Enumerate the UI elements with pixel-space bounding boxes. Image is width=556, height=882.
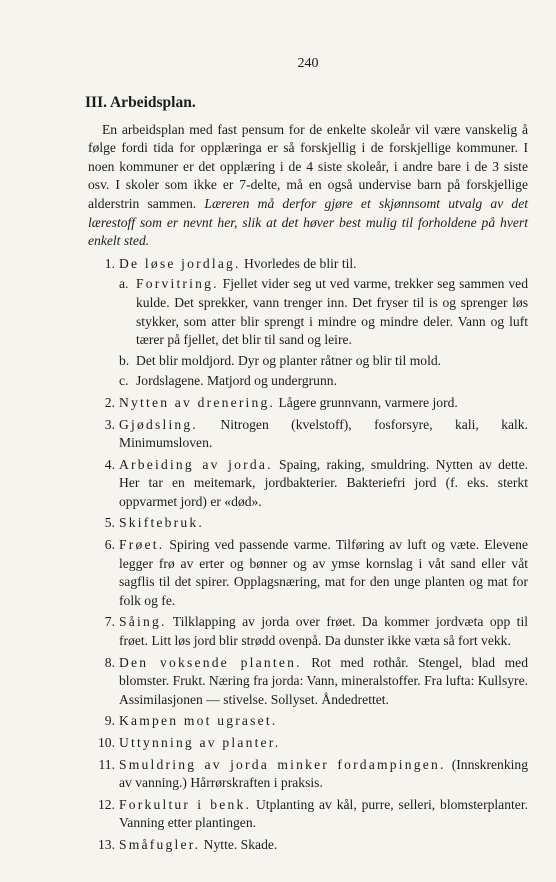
- list-item: [88, 514, 528, 533]
- item-heading: Arbeiding av jorda.: [119, 456, 273, 472]
- sub-item-text: Fjellet vider seg ut ved varme, trekker seg sammen ved kulde. Det sprekker, vann trenger inn. Det fryser til is og sprenger løs stykker, som atter blir sprengt i mindre og mindre deler. Vann og luft tærer på fjellet, det blir til sand og leire.: [136, 276, 528, 348]
- item-heading: Den voksende planten.: [119, 654, 302, 670]
- item-number: 3.: [104, 416, 115, 432]
- work-plan-list: [88, 255, 528, 855]
- item-text: Spiring ved passende varme. Tilføring av luft og væte. Elevene legger frø av erter og bønner og av ymse kornslag i våt sand eller våt sagflis til det spirer. Opplagsnæring, mat for den unge planten og mat for folk og fe.: [119, 537, 528, 608]
- sub-list-item: [119, 275, 528, 349]
- item-heading: Forkultur i benk.: [119, 796, 252, 812]
- list-item: [88, 536, 528, 610]
- list-item: [88, 613, 528, 650]
- item-text: Lågere grunnvann, varmere jord.: [275, 394, 458, 410]
- page-number: 240: [297, 56, 319, 71]
- intro-paragraph: [88, 121, 528, 251]
- item-heading: Kampen mot ugraset.: [119, 713, 278, 729]
- item-heading: Frøet.: [119, 537, 165, 553]
- item-heading: Smuldring av jorda minker fordampingen.: [119, 756, 446, 772]
- item-heading: Skiftebruk.: [119, 515, 204, 531]
- list-item: [88, 456, 528, 512]
- list-item: [88, 255, 528, 391]
- sub-list: [119, 275, 528, 391]
- sub-item-letter: c.: [119, 373, 129, 389]
- list-item: [88, 416, 528, 453]
- sub-list-item: [119, 352, 528, 371]
- item-number: 12.: [98, 796, 115, 812]
- item-heading: Småfugler.: [119, 836, 201, 852]
- item-text: Utplanting av kål, purre, selleri, blomsterplanter. Vanning etter plantingen.: [119, 796, 528, 831]
- item-heading: Såing.: [119, 614, 167, 630]
- item-number: 4.: [104, 456, 115, 472]
- list-item: [88, 756, 528, 793]
- item-number: 6.: [104, 537, 115, 553]
- item-text: Rot med rothår. Stengel, blad med blomster. Frukt. Næring fra jorda: Vann, mineralstoffer. Fra lufta: Kullsyre. Assimilasjonen — stivelse. Sollyset. Åndedrettet.: [119, 654, 528, 707]
- item-text: Nytte. Skade.: [200, 836, 278, 852]
- item-heading: Gjødsling.: [119, 416, 199, 432]
- list-item: [88, 796, 528, 833]
- item-number: 9.: [104, 713, 115, 729]
- item-text: (Innskrenking av vanning.) Hårrørskraften i praksis.: [119, 756, 528, 791]
- sub-item-letter: b.: [119, 352, 130, 368]
- list-item: [88, 654, 528, 710]
- sub-item-text: Jordslagene. Matjord og undergrunn.: [136, 373, 337, 389]
- item-number: 1.: [104, 255, 115, 271]
- item-number: 13.: [98, 836, 115, 852]
- list-item: [88, 394, 528, 413]
- item-heading: De løse jordlag.: [119, 255, 241, 271]
- item-number: 5.: [104, 515, 115, 531]
- item-heading: Uttynning av planter.: [119, 735, 281, 750]
- sub-list-item: [119, 372, 528, 391]
- item-heading: Nytten av drenering.: [119, 394, 276, 410]
- sub-item-letter: a.: [119, 276, 129, 292]
- item-text: Nitrogen (kvelstoff), fosforsyre, kali, kalk. Minimumsloven.: [119, 416, 528, 451]
- section-title: III. Arbeidsplan.: [85, 93, 196, 111]
- item-text: Tilklapping av jorda over frøet. Da kommer jordvæta opp til frøet. Litt løs jord blir strødd ovenpå. Da dunster ikke væta så fort vekk.: [119, 614, 528, 649]
- item-number: 8.: [104, 654, 115, 670]
- item-number: 2.: [104, 394, 115, 410]
- item-number: 7.: [104, 614, 115, 630]
- item-number: 11.: [98, 756, 115, 772]
- item-number: 10.: [98, 735, 115, 750]
- intro-text: En arbeidsplan med fast pensum for de enkelte skoleår vil være vanskelig å følge fordi tida for opplæringa er så forskjellig i de forskjellige kommuner. I noen kommuner er det opplæring i de 4 siste skoleår, i andre bare i de 3 siste osv. I skoler som ikke er 7-delte, må en også undervise barn på forskjellige alderstrin sammen.: [88, 121, 528, 211]
- intro-italic-text: Læreren må derfor gjøre et skjønnsomt utvalg av det lærestoff som er nevnt her, slik at det høver best mulig til forholdene på hvert enkelt sted.: [88, 195, 529, 249]
- sub-item-text: Det blir moldjord. Dyr og planter råtner og blir til mold.: [136, 352, 442, 368]
- list-item: [88, 836, 528, 855]
- list-item: [88, 734, 528, 753]
- item-text: Hvorledes de blir til.: [240, 255, 357, 271]
- sub-item-heading: Forvitring.: [136, 276, 219, 292]
- document-page: [85, 55, 529, 858]
- item-text: Spaing, raking, smuldring. Nytten av dette. Her tar en meitemark, jordbakterier. Bakteriefri jord (f. eks. sterkt oppvarmet jord) er «død».: [119, 456, 529, 509]
- list-item: [88, 712, 528, 731]
